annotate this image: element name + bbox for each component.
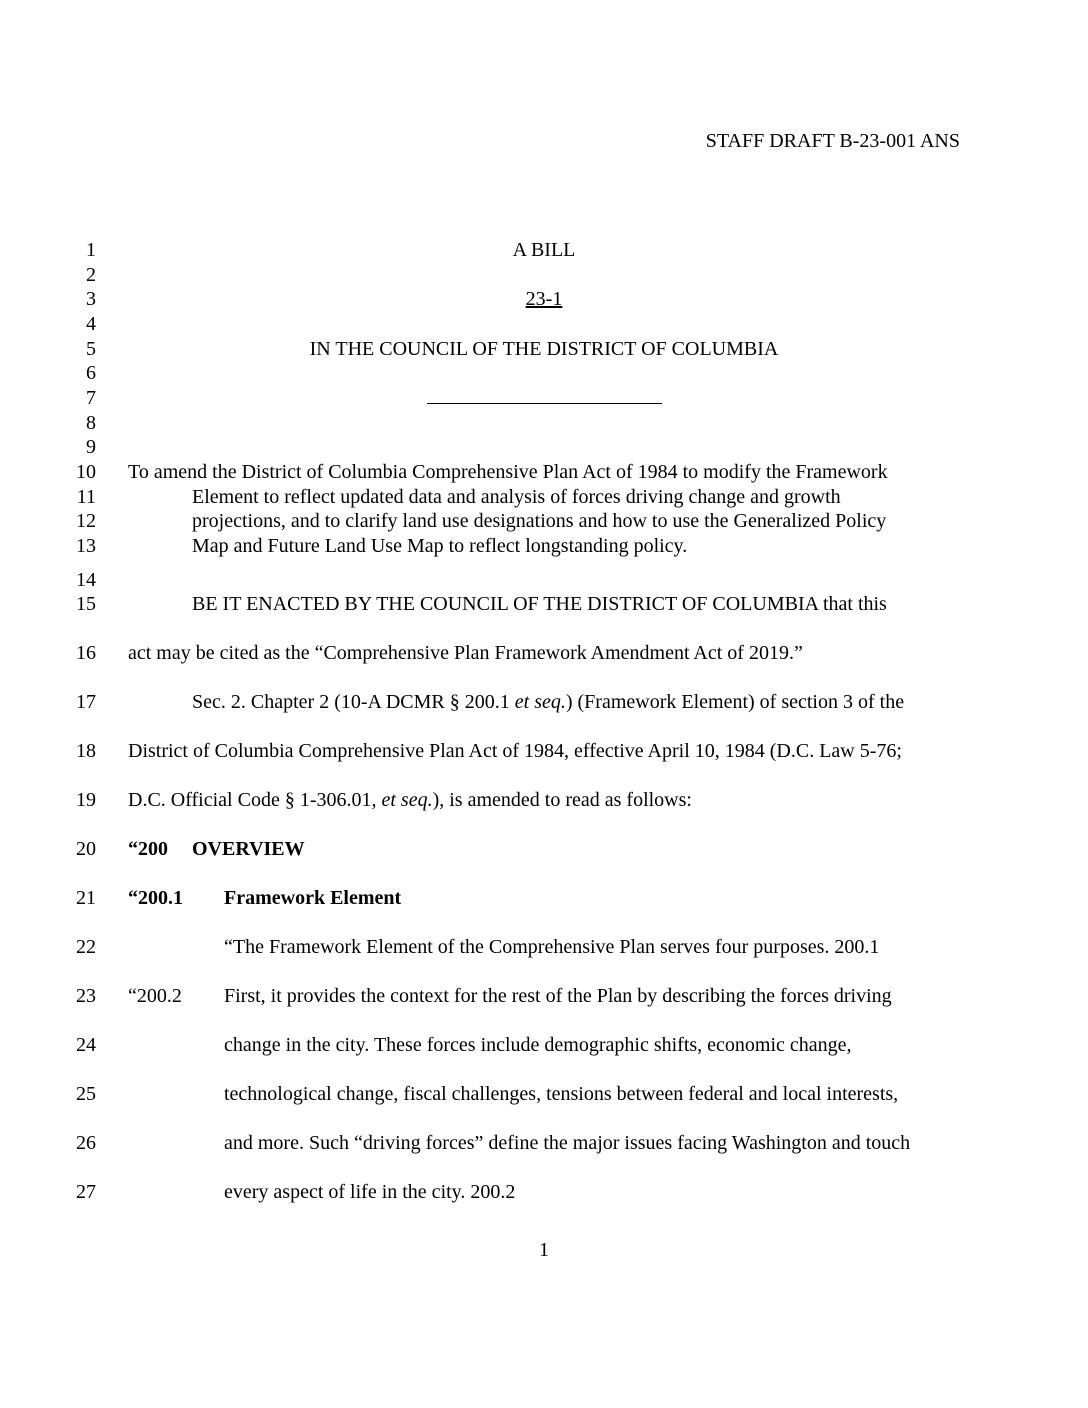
section-2-line: District of Columbia Comprehensive Plan Act of 1984, effective April 10, 1984 (D.C. Law 5-76; [128,740,902,762]
signature-rule [427,403,662,404]
purpose-line: To amend the District of Columbia Comprehensive Plan Act of 1984 to modify the Framework [128,461,888,483]
line-number: 15 [76,593,96,615]
line-number: 7 [86,387,96,409]
paragraph-200-2-number: “200.2 [128,985,182,1007]
draft-label: STAFF DRAFT B-23-001 ANS [705,130,960,152]
line-number: 27 [76,1181,96,1203]
line-number: 13 [76,535,96,557]
bill-number: 23-1 [525,288,563,310]
line-number: 17 [76,691,96,713]
line-number: 21 [76,887,96,909]
paragraph-200-2-line: First, it provides the context for the rest of the Plan by describing the forces driving [224,985,892,1007]
line-number: 20 [76,838,96,860]
line-number: 2 [86,264,96,286]
line-number: 26 [76,1132,96,1154]
section-200-title: OVERVIEW [192,838,305,860]
bill-heading: A BILL [512,239,576,261]
line-number: 10 [76,461,96,483]
line-number: 5 [86,338,96,360]
line-number: 23 [76,985,96,1007]
section-200-1-title: Framework Element [224,887,402,909]
line-number: 24 [76,1034,96,1056]
line-number: 22 [76,936,96,958]
line-number: 18 [76,740,96,762]
paragraph-200-2-line: and more. Such “driving forces” define the major issues facing Washington and touch [224,1132,911,1154]
line-number: 4 [86,313,96,335]
line-number: 3 [86,288,96,310]
purpose-line: Element to reflect updated data and analysis of forces driving change and growth [192,486,841,508]
section-2-line: Sec. 2. Chapter 2 (10-A DCMR § 200.1 et seq.) (Framework Element) of section 3 of the [192,691,905,713]
section-200-number: “200 [128,838,168,860]
line-number: 11 [76,486,96,508]
page-number: 1 [539,1239,549,1261]
enacting-clause: BE IT ENACTED BY THE COUNCIL OF THE DISTRICT OF COLUMBIA that this [192,593,887,615]
paragraph-200-2-line: technological change, fiscal challenges, tensions between federal and local interests, [224,1083,899,1105]
section-200-1-number: “200.1 [128,887,183,909]
section-2-line: D.C. Official Code § 1-306.01, et seq.), is amended to read as follows: [128,789,692,811]
line-number: 9 [86,436,96,458]
line-number: 8 [86,412,96,434]
line-number: 25 [76,1083,96,1105]
line-number: 6 [86,362,96,384]
paragraph-200-2-line: every aspect of life in the city. 200.2 [224,1181,516,1203]
line-number: 12 [76,510,96,532]
line-number: 1 [86,239,96,261]
paragraph-200-1: “The Framework Element of the Comprehensive Plan serves four purposes. 200.1 [224,936,880,958]
paragraph-200-2-line: change in the city. These forces include demographic shifts, economic change, [224,1034,852,1056]
short-title: act may be cited as the “Comprehensive Plan Framework Amendment Act of 2019.” [128,642,803,664]
purpose-line: projections, and to clarify land use designations and how to use the Generalized Policy [192,510,887,532]
line-number: 14 [76,569,96,591]
line-number: 16 [76,642,96,664]
purpose-line: Map and Future Land Use Map to reflect longstanding policy. [192,535,688,557]
line-number: 19 [76,789,96,811]
council-heading: IN THE COUNCIL OF THE DISTRICT OF COLUMBIA [309,338,779,360]
